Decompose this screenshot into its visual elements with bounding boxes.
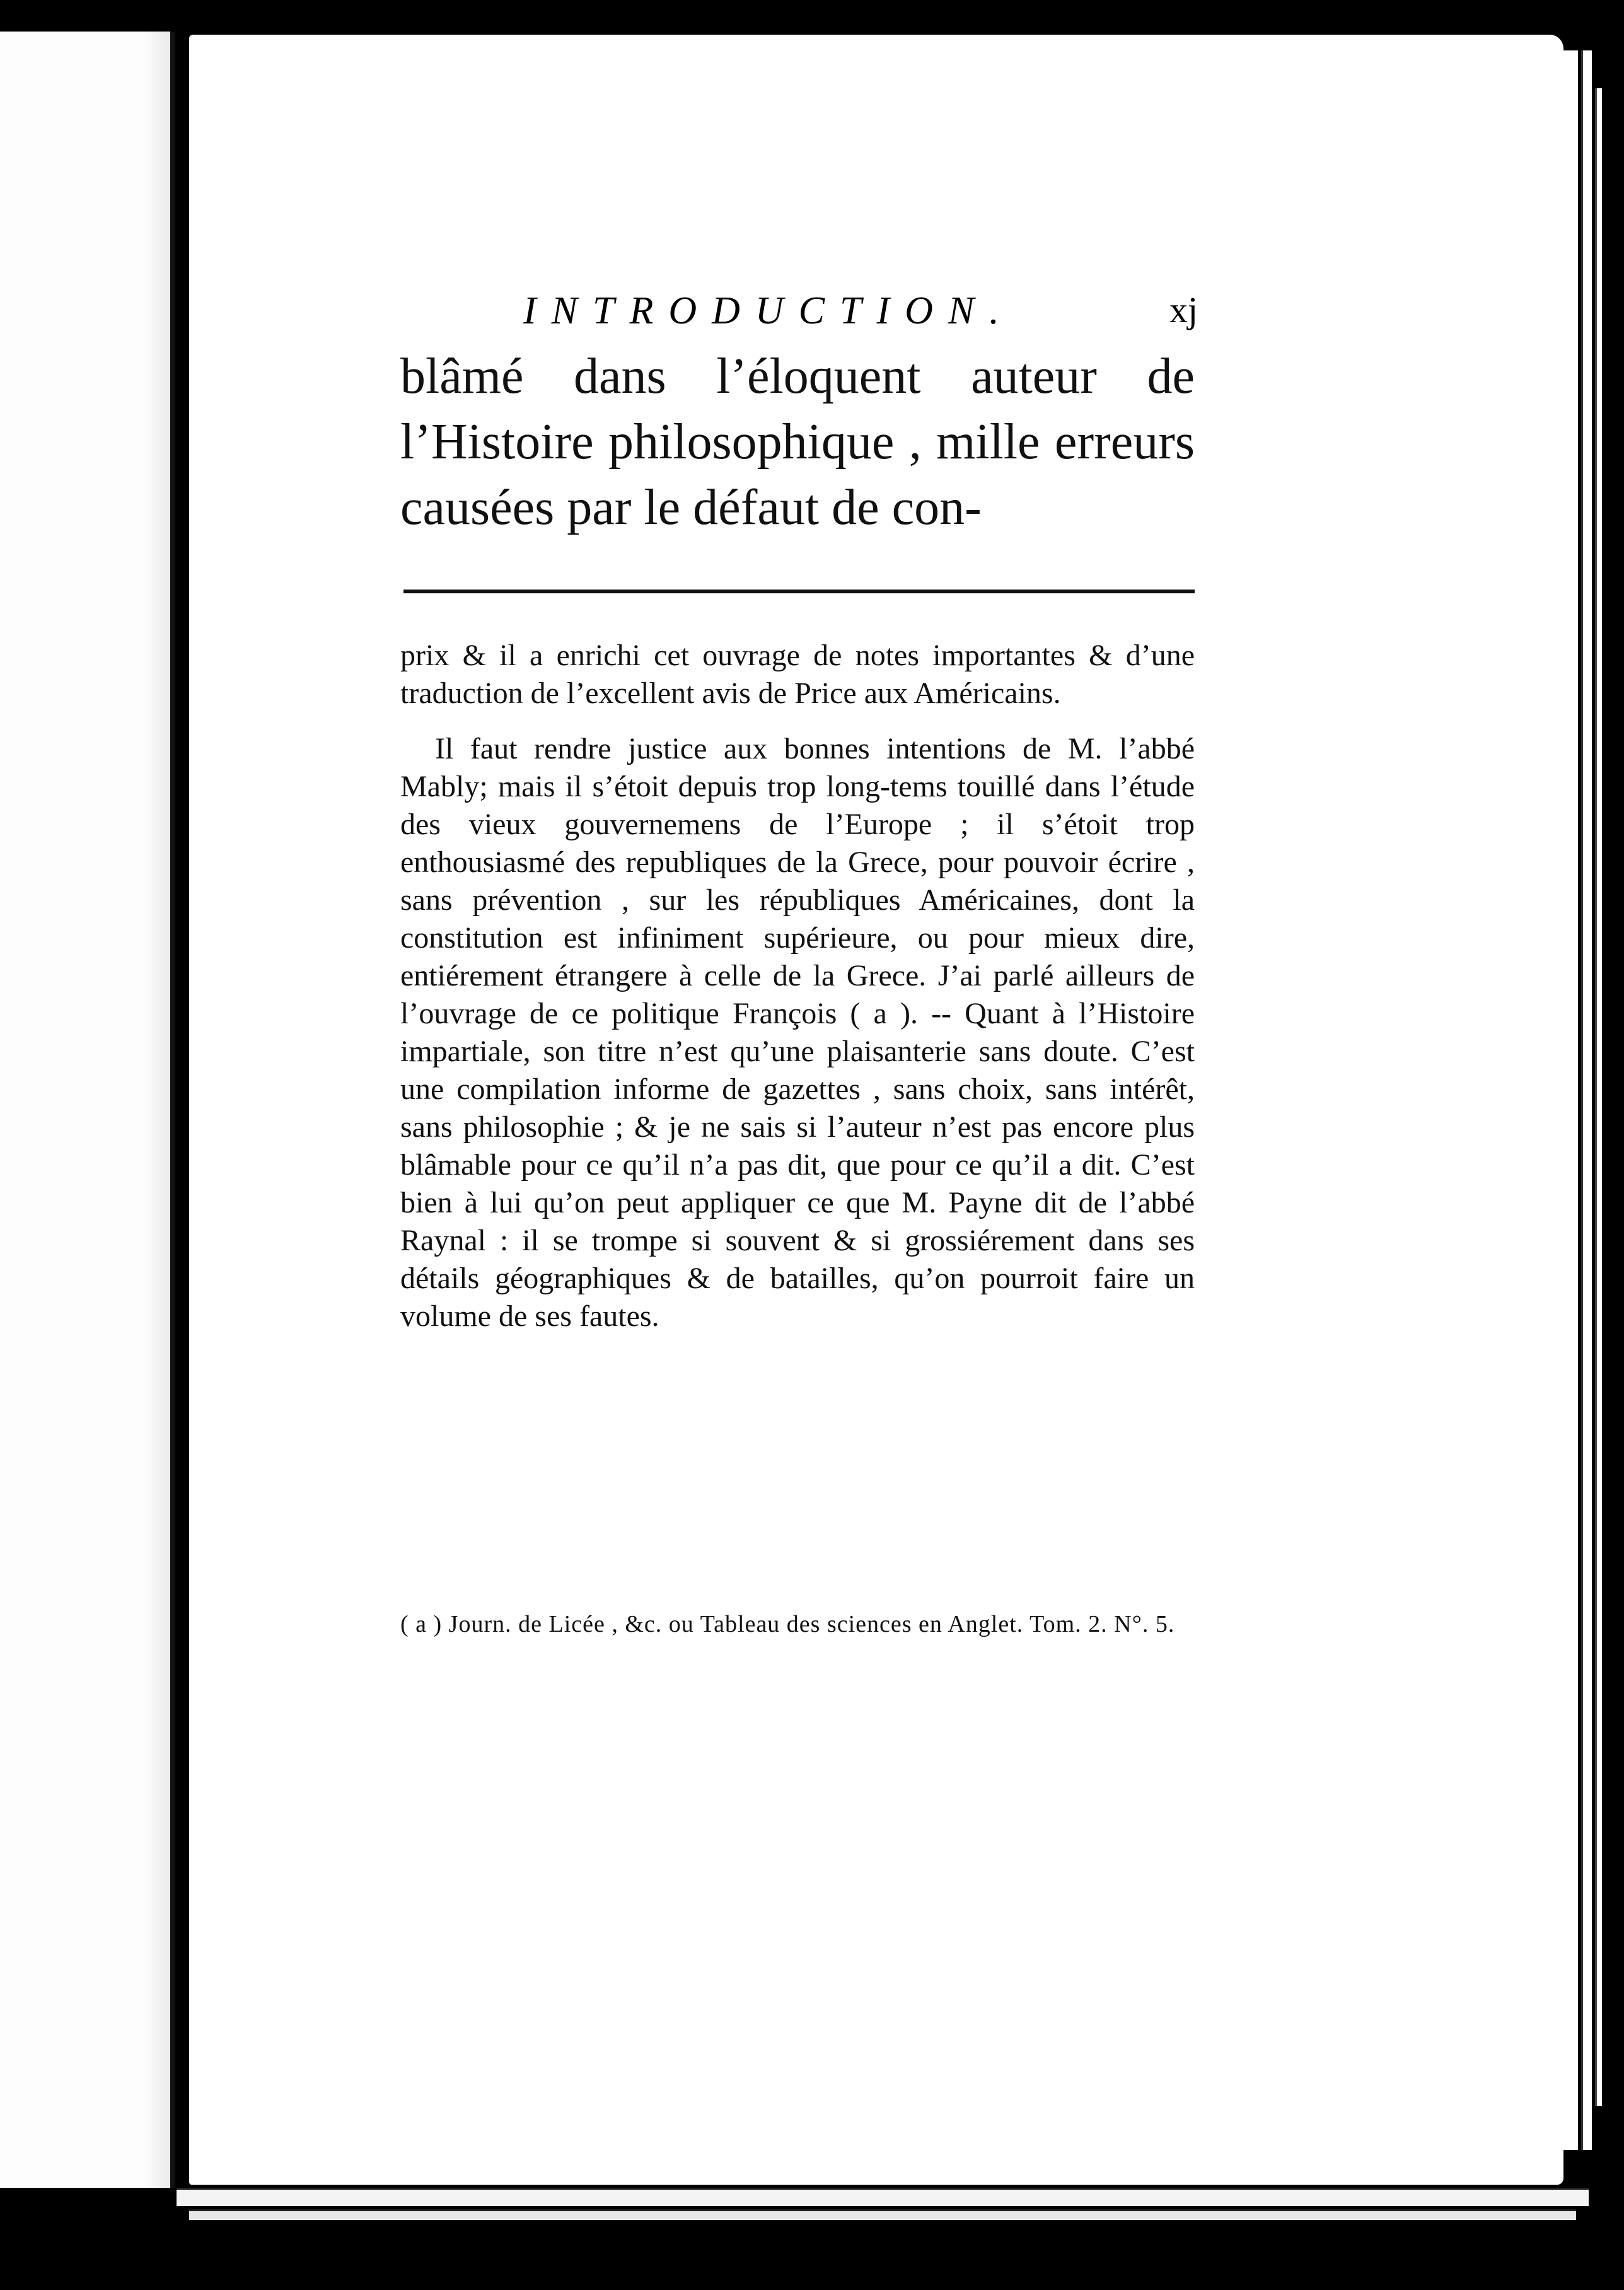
main-text: [400, 344, 1195, 540]
footnote-text: ( a ) Journ. de Licée , &c. ou Tableau des sciences en Anglet. Tom. 2. N°. 5.: [400, 1611, 1175, 1637]
left-page-edge: [0, 32, 175, 2188]
page-edge: [1581, 50, 1592, 2150]
page-edge: [1595, 88, 1602, 2106]
note-paragraph: Il faut rendre justice aux bonnes intentions de M. l’abbé Mably; mais il s’étoit depuis trop long-tems touillé dans l’étude des vieux gouvernemens de l’Europe ; il s’étoit trop enthousiasmé des republiques de la Grece, pour pouvoir écrire , sans prévention , sur les républiques Américaines, dont la constitution est infiniment supérieure, ou pour mieux dire, entiérement étrangere à celle de la Grece. J’ai parlé ailleurs de l’ouvrage de ce politique François ( a ). -- Quant à l’Histoire impartiale, son titre n’est qu’une plaisanterie sans doute. C’est une compilation informe de gazettes , sans choix, sans intérêt, sans philosophie ; & je ne sais si l’auteur n’est pas encore plus blâmable pour ce qu’il n’a pas dit, que pour ce qu’il a dit. C’est bien à lui qu’on peut appliquer ce que M. Payne dit de l’abbé Raynal : il se trompe si souvent & si grossiérement dans ses détails géographiques & de batailles, qu’on pourroit faire un volume de ses fautes.: [400, 732, 1195, 1333]
running-head-title: INTRODUCTION.: [523, 289, 1014, 332]
page-bottom-edge: [189, 2209, 1576, 2220]
running-head: [523, 289, 1198, 339]
page-bottom-edge: [177, 2188, 1589, 2206]
main-paragraph: blâmé dans l’éloquent auteur de l’Histoire philosophique , mille erreurs causées par le défaut de con-: [400, 349, 1195, 535]
footnote: [400, 1607, 1195, 1642]
page-number: xj: [1169, 289, 1198, 330]
separator-rule: [403, 590, 1195, 593]
note-paragraph: prix & il a enrichi cet ouvrage de notes importantes & d’une traduction de l’excellent avis de Price aux Américains.: [400, 639, 1195, 710]
notes-section: [400, 637, 1195, 1335]
